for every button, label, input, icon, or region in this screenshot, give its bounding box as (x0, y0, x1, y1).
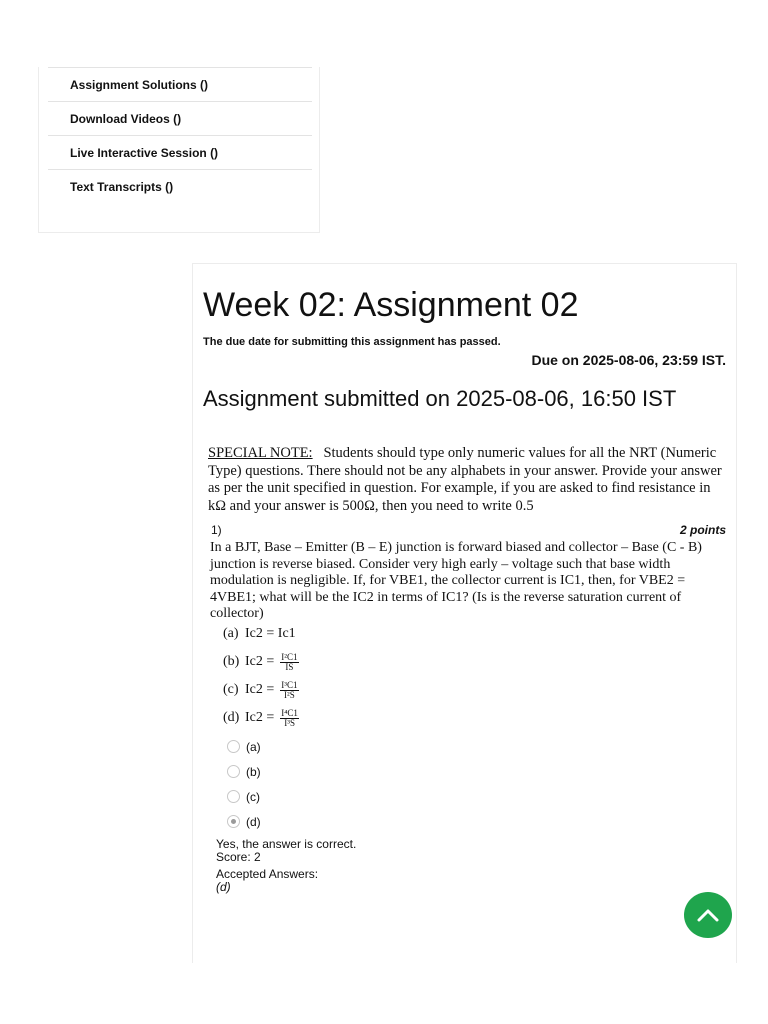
question-text: In a BJT, Base – Emitter (B – E) junction is forward biased and collector – Base (C - B) junction is reverse biased. Consider very high early – voltage such that base width modulation is negligible. If, for VBE1, the collector current is IC1, then, for VBE2 = 4VBE1; what will be the IC2 in terms of IC1? (Is is the reverse saturation current of collector) (210, 540, 702, 621)
page-title: Week 02: Assignment 02 (203, 286, 579, 324)
formula-row: (a) Ic2 = Ic1 (223, 626, 296, 641)
sidebar-item-live-interactive-session[interactable] (48, 135, 312, 169)
chevron-up-icon (696, 907, 720, 923)
option-b[interactable]: (b) (227, 759, 261, 784)
sidebar-item-label: Live Interactive Session () (70, 145, 219, 160)
due-passed-notice: The due date for submitting this assignment has passed. (203, 336, 501, 348)
special-note-body: Students should type only numeric values for all the NRT (Numeric Type) questions. There should not be any alphabets in your answer. Provide your answer as per the unit specified in question. For example, if you are asked to find resistance in kΩ and your answer is 500Ω, then you need to write 0.5 (208, 445, 722, 514)
radio-button[interactable] (227, 765, 240, 778)
scroll-to-top-button[interactable] (684, 892, 732, 938)
sidebar-card (38, 67, 320, 233)
feedback-score: Score: 2 (216, 850, 261, 864)
formula-row: (c) Ic2 = $\frac{\text{I³C1}}{\text{I²S}}$ (223, 679, 298, 700)
fraction: $\frac{\text{I³C1}}{\text{I²S}}$ (281, 679, 298, 700)
question-points: 2 points (679, 523, 726, 537)
sidebar-list (48, 67, 312, 203)
sidebar-item-download-videos[interactable] (48, 101, 312, 135)
special-note (208, 445, 728, 515)
assignment-panel (192, 263, 737, 963)
answer-formulas (223, 620, 299, 732)
option-c[interactable]: (c) (227, 784, 261, 809)
sidebar-item-label: Download Videos () (70, 111, 182, 126)
special-note-heading: SPECIAL NOTE: (208, 445, 313, 461)
answer-feedback (216, 838, 356, 894)
formula-row: (b) Ic2 = $\frac{\text{I²C1}}{IS}$ (223, 651, 298, 672)
fraction: $\frac{\text{I²C1}}{IS}$ (281, 651, 298, 672)
option-a[interactable]: (a) (227, 734, 261, 759)
question-number: 1) (211, 523, 222, 537)
submission-status: Assignment submitted on 2025-08-06, 16:50 IST (203, 386, 677, 411)
sidebar-item-assignment-solutions[interactable] (48, 67, 312, 101)
formula-row: (d) Ic2 = $\frac{\text{I⁴C1}}{\text{I³S}}$ (223, 707, 298, 728)
due-date: Due on 2025-08-06, 23:59 IST. (531, 352, 726, 368)
accepted-answers-value: (d) (216, 880, 231, 894)
sidebar-item-label: Assignment Solutions () (70, 77, 208, 92)
radio-button[interactable] (227, 790, 240, 803)
fraction: $\frac{\text{I⁴C1}}{\text{I³S}}$ (281, 707, 298, 728)
feedback-result: Yes, the answer is correct. (216, 837, 357, 851)
sidebar-item-label: Text Transcripts () (70, 179, 174, 194)
radio-button-selected[interactable] (227, 815, 240, 828)
option-d[interactable]: (d) (227, 809, 261, 834)
sidebar-item-text-transcripts[interactable] (48, 169, 312, 203)
answer-options (227, 734, 261, 834)
radio-button[interactable] (227, 740, 240, 753)
accepted-answers-label: Accepted Answers: (216, 867, 319, 881)
